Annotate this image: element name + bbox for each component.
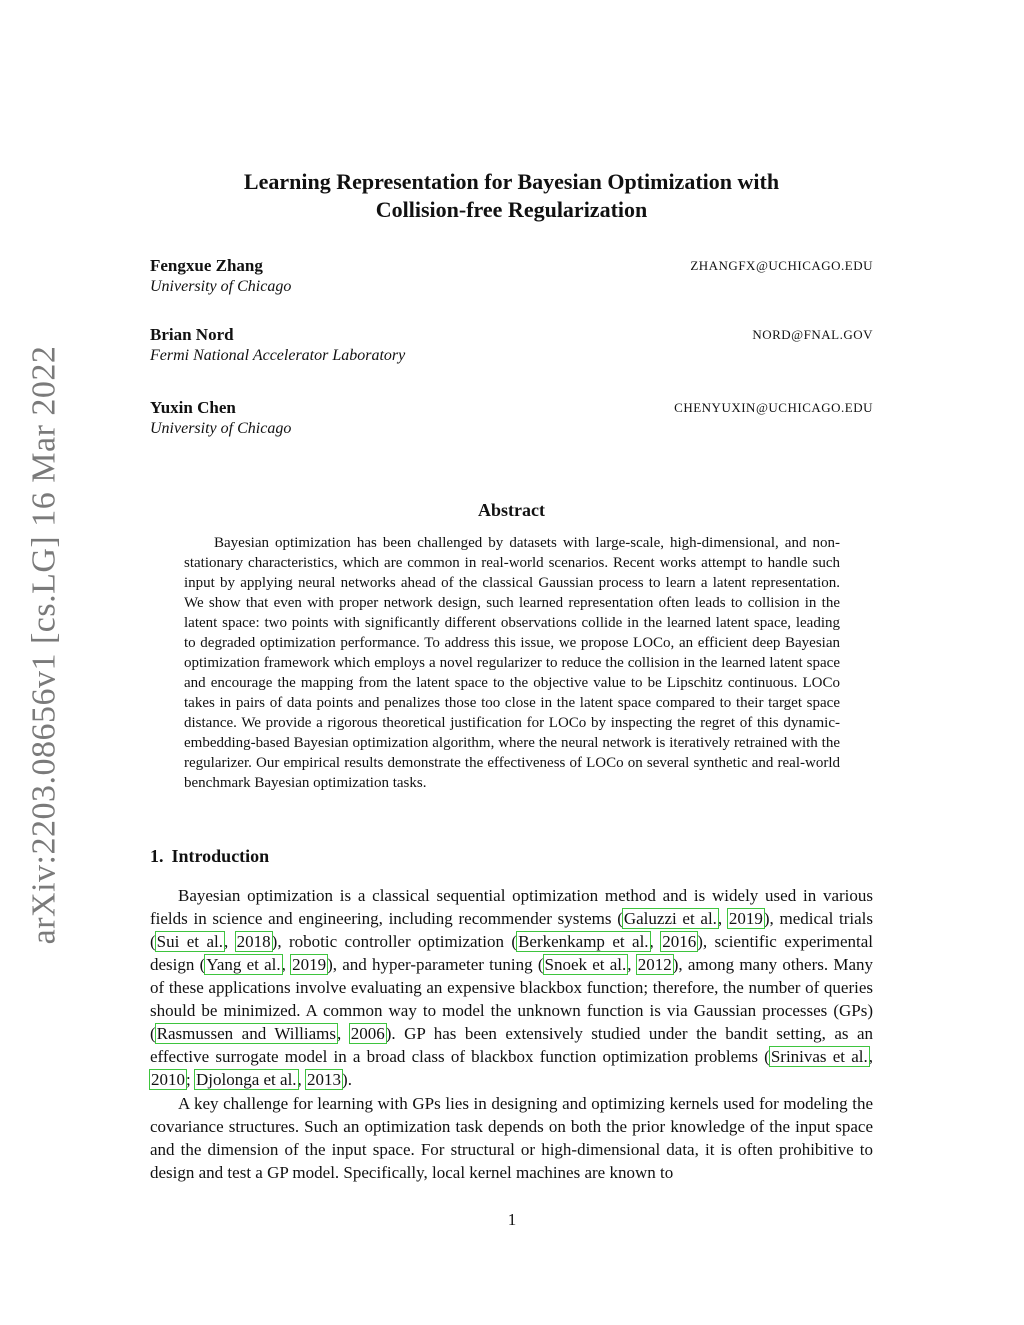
author-affiliation: Fermi National Accelerator Laboratory <box>150 347 406 364</box>
author-name: Fengxue Zhang <box>150 256 263 275</box>
paragraph-text: ), among many others. Many of these applications involve evaluating an expensive blackbox function; therefore, the number of queries should be minimized. A common way to model the unknown function is via Gaussian processes (GPs) ( <box>150 955 873 1043</box>
arxiv-identifier-stamp <box>24 345 64 945</box>
citation-link[interactable]: Yang et al. <box>206 955 281 974</box>
title-line-1: Learning Representation for Bayesian Optimization with <box>243 169 780 194</box>
page-number: 1 <box>507 1210 517 1229</box>
citation-separator: , <box>337 1024 350 1043</box>
citation-separator: , <box>627 955 637 974</box>
paper-title <box>150 168 873 224</box>
citation-year-link[interactable]: 2019 <box>292 955 327 974</box>
citation-separator: , <box>281 955 292 974</box>
citation-separator: , <box>717 909 728 928</box>
citation-separator: , <box>868 1047 873 1066</box>
section-title: Introduction <box>171 846 270 866</box>
paragraph-text: Bayesian optimization is a classical sequential optimization method and is widely used in various fields in science and engineering, including recommender systems ( <box>150 886 873 928</box>
section-number: 1. <box>150 846 164 866</box>
abstract-text: Bayesian optimization has been challenged by datasets with large-scale, high-dimensional, and non-stationary characteristics, which are common in real-world scenarios. Recent works attempt to handle such input by applying neural networks ahead of the classical Gaussian process to learn a latent representation. We show that even with proper network design, such learned representation often leads to collision in the latent space: two points with significantly different observations collide in the learned latent space, leading to degraded optimization performance. To address this issue, we propose LOCo, an efficient deep Bayesian optimization framework which employs a novel regularizer to reduce the collision in the learned latent space and encourage the mapping from the latent space to the objective value to be Lipschitz continuous. LOCo takes in pairs of data points and penalizes those too close in the latent space compared to their target space distance. We provide a rigorous theoretical justification for LOCo by inspecting the regret of this dynamic-embedding-based Bayesian optimization algorithm, where the neural network is iteratively retrained with the regularizer. Our empirical results demonstrate the effectiveness of LOCo on several synthetic and real-world benchmark Bayesian optimization tasks. <box>184 535 840 791</box>
author-email: CHENYUXIN@UCHICAGO.EDU <box>674 400 873 415</box>
author-email: ZHANGFX@UCHICAGO.EDU <box>690 258 873 273</box>
citation-link[interactable]: Berkenkamp et al. <box>518 932 649 951</box>
citation-link[interactable]: Galuzzi et al. <box>623 909 717 928</box>
citation-link[interactable]: Rasmussen and Williams <box>156 1024 337 1043</box>
paragraph-text: ), robotic controller optimization ( <box>271 932 518 951</box>
author-block <box>150 397 873 439</box>
abstract-heading: Abstract <box>478 500 545 520</box>
author-name: Yuxin Chen <box>150 398 236 417</box>
paragraph-text: ). GP has been extensively studied under the bandit setting, as an effective surrogate model in a broad class of blackbox function optimization problems ( <box>150 1024 874 1066</box>
citation-year-link[interactable]: 2018 <box>236 932 271 951</box>
author-block <box>150 255 873 297</box>
paragraph-text: ), medical trials ( <box>150 909 874 951</box>
citation-year-link[interactable]: 2006 <box>350 1024 385 1043</box>
arxiv-id-text: arXiv:2203.08656v1 [cs.LG] 16 Mar 2022 <box>25 345 63 945</box>
citation-year-link[interactable]: 2010 <box>151 1070 185 1089</box>
section-heading <box>150 846 269 867</box>
citation-separator: , <box>223 932 236 951</box>
paragraph-text: ), scientific experimental design ( <box>150 932 874 974</box>
citation-year-link[interactable]: 2016 <box>662 932 697 951</box>
citation-separator: , <box>297 1070 307 1089</box>
citation-separator: , <box>649 932 662 951</box>
paragraph-text: ; <box>186 1070 195 1089</box>
citation-link[interactable]: Djolonga et al. <box>195 1070 297 1089</box>
author-affiliation: University of Chicago <box>150 420 292 437</box>
citation-link[interactable]: Snoek et al. <box>544 955 627 974</box>
paragraph-text: ). <box>342 1070 352 1089</box>
paragraph-text: ), and hyper-parameter tuning ( <box>327 955 544 974</box>
citation-year-link[interactable]: 2012 <box>637 955 672 974</box>
citation-year-link[interactable]: 2013 <box>307 1070 342 1089</box>
citation-link[interactable]: Sui et al. <box>156 932 223 951</box>
title-line-2: Collision-free Regularization <box>375 197 648 222</box>
author-block <box>150 324 873 366</box>
author-email: NORD@FNAL.GOV <box>752 327 873 342</box>
intro-paragraph-1 <box>150 884 873 1091</box>
citation-link[interactable]: Srinivas et al. <box>770 1047 868 1066</box>
author-affiliation: University of Chicago <box>150 278 292 295</box>
citation-year-link[interactable]: 2019 <box>728 909 763 928</box>
intro-paragraph-2: A key challenge for learning with GPs lies in designing and optimizing kernels used for modeling the covariance structures. Such an optimization task depends on both the prior knowledge of the input space and the dimension of the input space. For structural or high-dimensional data, it is often prohibitive to design and test a GP model. Specifically, local kernel machines are known to <box>150 1094 873 1182</box>
author-name: Brian Nord <box>150 325 234 344</box>
